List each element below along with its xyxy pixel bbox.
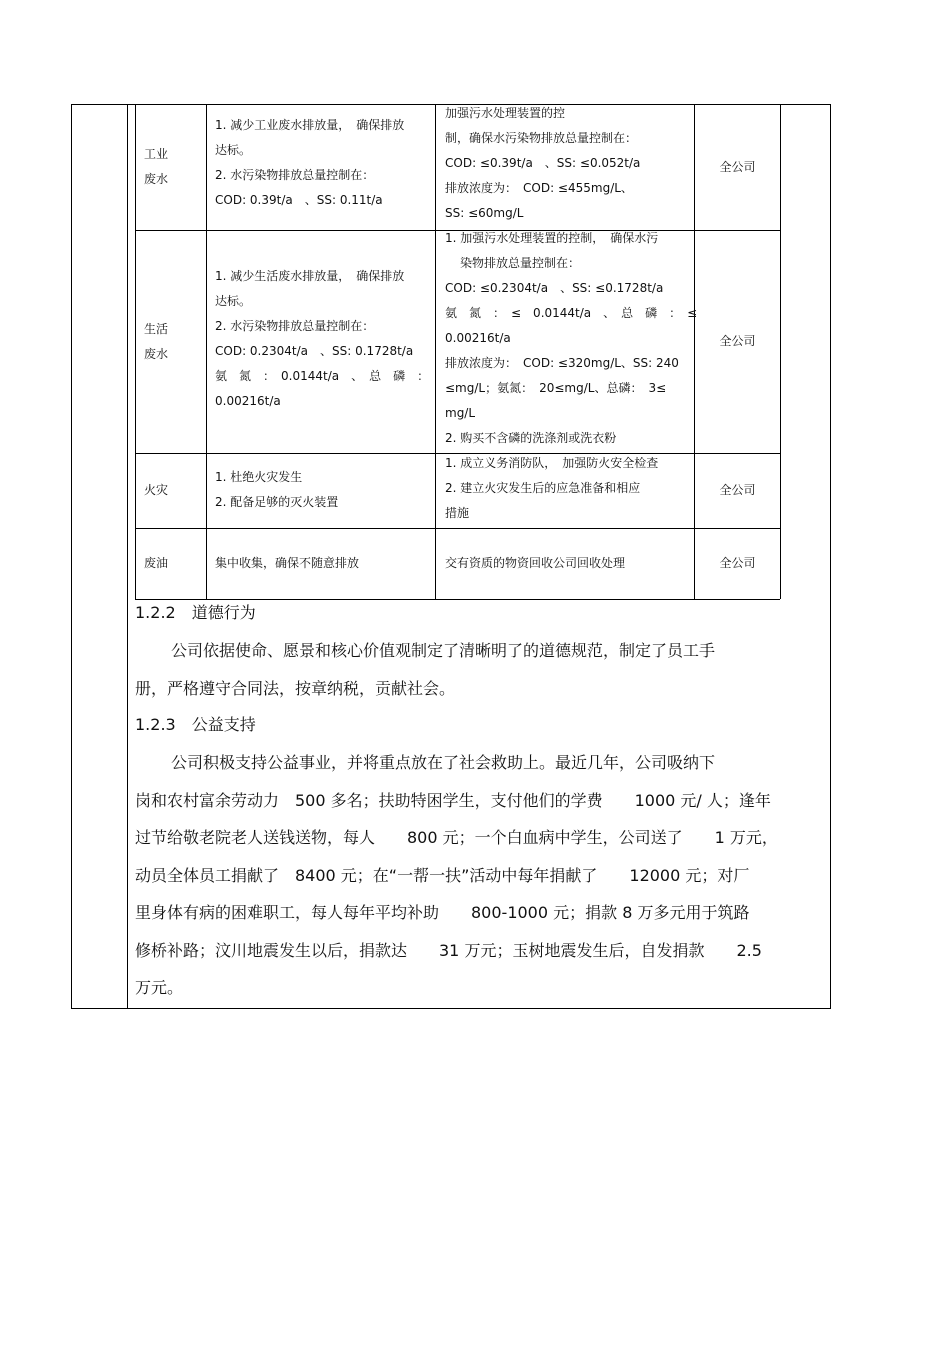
table-row-line-4 xyxy=(135,599,780,600)
table-row xyxy=(144,528,204,599)
outer-frame-bottom xyxy=(71,1008,831,1009)
measure-cell: 1. 成立义务消防队， 加强防火安全检查 2. 建立火灾发生后的应急准备和相应 措施 xyxy=(445,456,659,520)
paragraph-charity: 公司积极支持公益事业，并将重点放在了社会救助上。最近几年，公司吸纳下 岗和农村富余劳动力 500 多名；扶助特困学生，支付他们的学费 1000 元/ 人；逢年 过节给敬老院老人送钱送物，每人 800 元；一个白血病中学生，公司送了 1 万元， 动员全体员工捐献了 8400 元；在“一帮一扶”活动中每年捐献了 12000 元；对厂 里身体有病的困难职工，每人每年平均补助 800-1000 元；捐款 8 万多元用于筑路 修桥补路；汶川地震发生以后，捐款达 31 万元；玉树地震发生后，自发捐款 2.5 万元。 xyxy=(135,753,778,997)
measure-cell: 加强污水处理装置的控 制，确保水污染物排放总量控制在： COD: ≤0.39t/a 、SS: ≤0.052t/a 排放浓度为： COD: ≤455mg/L、 SS: ≤60mg/L xyxy=(445,106,641,220)
measure-cell: 1. 加强污水处理装置的控制， 确保水污 染物排放总量控制在： COD: ≤0.2304t/a 、SS: ≤0.1728t/a 氨 氮 ： ≤ 0.0144t/a 、 总 磷 ： ≤ 0.00216t/a 排放浓度为： COD: ≤320mg/L、SS: 240 ≤mg/L；氨氮： 20≤mg/L、总磷： 3≤ mg/L 2. 购买不含磷的洗涤剂或洗衣粉 xyxy=(445,231,698,445)
scope-cell: 全公司 xyxy=(719,556,756,570)
target-cell: 1. 减少生活废水排放量， 确保排放 达标。 2. 水污染物排放总量控制在： COD: 0.2304t/a 、SS: 0.1728t/a 氨 氮 ： 0.0144t/a 、 总 磷 ： 0.00216t/a xyxy=(215,269,430,408)
factor-cell: 火灾 xyxy=(144,483,169,497)
section-heading-charity: 1.2.3 公益支持 xyxy=(135,715,256,734)
factor-cell: 废水 xyxy=(144,172,169,186)
target-cell: 集中收集，确保不随意排放 xyxy=(215,556,360,570)
scope-cell: 全公司 xyxy=(719,334,756,348)
target-cell: 1. 减少工业废水排放量， 确保排放 达标。 2. 水污染物排放总量控制在： COD: 0.39t/a 、SS: 0.11t/a xyxy=(215,118,405,207)
table-col-line-2 xyxy=(206,104,207,599)
table-row xyxy=(144,104,204,230)
outer-frame-divider xyxy=(127,104,128,1008)
scope-cell: 全公司 xyxy=(719,159,756,174)
table-col-line-5 xyxy=(780,104,781,599)
table-col-line-3 xyxy=(435,104,436,599)
scope-cell: 全公司 xyxy=(719,483,756,497)
section-heading-ethics: 1.2.2 道德行为 xyxy=(135,603,256,622)
outer-frame-right xyxy=(830,104,831,1008)
table-row xyxy=(144,230,204,453)
target-cell: 1. 杜绝火灾发生 2. 配备足够的灭火装置 xyxy=(215,470,339,509)
factor-cell: 废水 xyxy=(144,346,169,361)
factor-cell: 生活 xyxy=(144,321,169,336)
factor-cell: 废油 xyxy=(144,556,169,570)
outer-frame-left xyxy=(71,104,72,1008)
factor-cell: 工业 xyxy=(144,147,169,161)
table-col-line-1 xyxy=(135,104,136,599)
table-row xyxy=(144,453,204,528)
paragraph-ethics: 公司依据使命、愿景和核心价值观制定了清晰明了的道德规范，制定了员工手 册，严格遵守合同法，按章纳税，贡献社会。 xyxy=(135,641,716,698)
measure-cell: 交有资质的物资回收公司回收处理 xyxy=(445,556,626,570)
